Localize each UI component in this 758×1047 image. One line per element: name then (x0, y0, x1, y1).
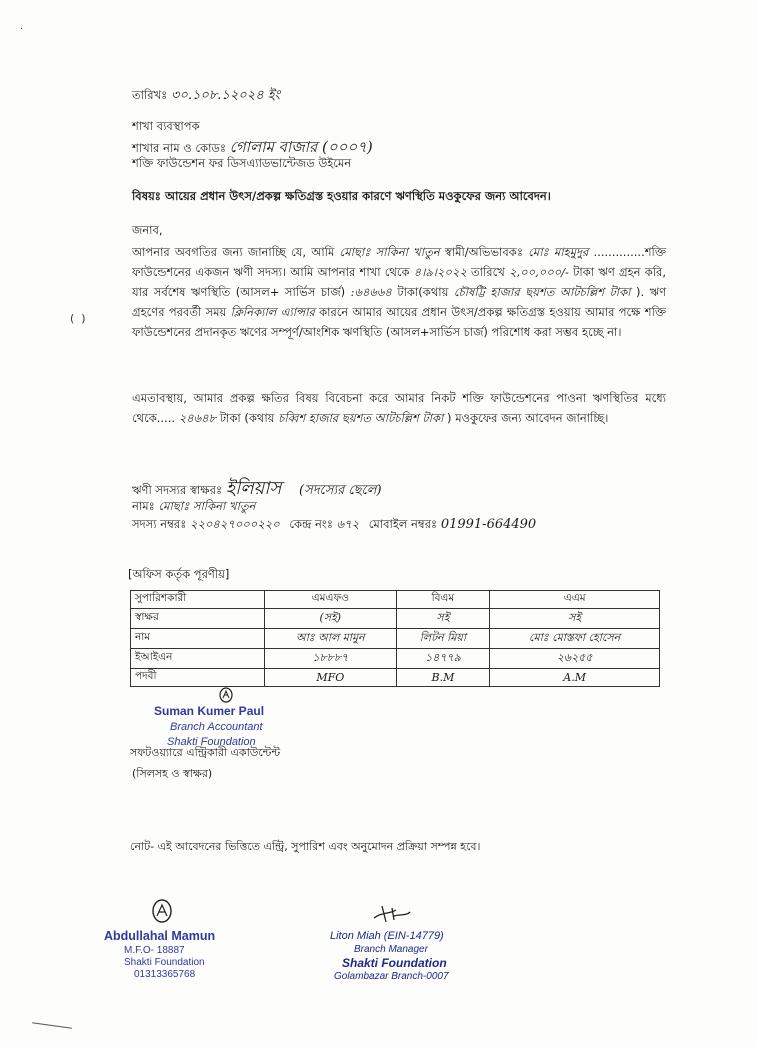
p2-text-1: এমতাবস্থায়, আমার প্রকল্প ক্ষতির বিষয় বিবেচনা করে আমার নিকট শক্তি ফাউন্ডেশনের পাওনা ঋণস্থিতির মধ্যে থেকে..... (132, 391, 666, 425)
center-no-value: ৬৭২ (336, 517, 360, 531)
member-signature-note: (সদস্যের ছেলে) (299, 483, 382, 498)
header-mfo: এমএফও (265, 591, 397, 609)
guardian-handwritten: মোঃ মাহমুদুর (528, 245, 589, 259)
mfo-stamp-phone: 01313365768 (134, 969, 196, 980)
p1-text-1: আপনার অবগতির জন্য জানাচ্ছি যে, আমি (132, 245, 335, 259)
mobile-value: 01991-664490 (440, 517, 537, 532)
p1-text-7: ). ঋণ গ্রহণের পরবর্তী সময় (132, 285, 667, 319)
note-line: নোট- এই আবেদনের ভিত্তিতে এন্ট্রি, সুপারিশ এবং অনুমোদন প্রক্রিয়া সম্পন্ন হবে। (130, 840, 481, 853)
member-signature-label: ঋণী সদস্যর স্বাক্ষরঃ (132, 483, 223, 497)
accountant-stamp-org: Shakti Foundation (167, 736, 256, 748)
mfo-stamp-org: Shakti Foundation (124, 957, 205, 968)
scan-mark: ( ) (70, 312, 86, 325)
header-bm: বিএম (396, 591, 490, 609)
accountant-seal-caption: (সিলসহ ও স্বাক্ষর) (132, 767, 213, 780)
p1-text-2: স্বামী/অভিভাবকঃ (444, 245, 523, 259)
loan-amount-handwritten: ২,০০,০০০/- (508, 265, 569, 279)
balance-handwritten: :৬৪৬৬৪ (350, 285, 392, 299)
p1-text-3: ..............শক্তি ফাউন্ডেশনের একজন ঋণী সদস্য। আমি আপনার শাখা থেকে (132, 245, 666, 279)
table-cell: লিটন মিয়া (396, 629, 490, 649)
table-cell: B.M (396, 669, 490, 687)
scan-mark (32, 1022, 72, 1029)
scan-mark: · (20, 24, 24, 35)
waiver-amount-handwritten: ২৪৬৪৮ (178, 411, 217, 425)
org-line: শক্তি ফাউন্ডেশন ফর ডিসএ্যাডভান্টেজড উইমেন (132, 156, 352, 170)
member-signature: ইলিয়াস (225, 478, 282, 499)
table-row (131, 609, 660, 629)
header-am: এএম (490, 591, 660, 609)
table-row (131, 629, 660, 649)
balance-words-handwritten: চৌষট্টি হাজার ছয়শত আটচল্লিশ টাকা (453, 285, 631, 299)
mfo-stamp-name: Abdullahal Mamun (104, 929, 216, 943)
date-value: ৩০.১০৮.১২০২৪ ইং (170, 88, 281, 103)
table-cell: সই (490, 609, 660, 629)
p1-text-4: তারিখে (471, 265, 505, 279)
table-cell: (সই) (265, 609, 397, 629)
member-name-value: মোছাঃ সাকিনা খাতুন (158, 499, 256, 513)
date-label: তারিখঃ (132, 88, 168, 102)
table-cell: A.M (490, 669, 660, 687)
member-details-line (132, 516, 536, 535)
salutation: জনাব, (132, 223, 163, 237)
accountant-stamp-title: Branch Accountant (170, 721, 263, 733)
table-cell: MFO (265, 669, 397, 687)
table-cell: আঃ আল মামুন (265, 629, 397, 649)
office-table-header (131, 591, 660, 609)
branch-value: গোলাম বাজার (০০০৭) (229, 138, 373, 156)
office-table (130, 590, 660, 687)
bm-signature-icon (372, 902, 412, 928)
member-name-handwritten: মোছাঃ সাকিনা খাতুন (339, 245, 440, 259)
center-no-label: কেন্দ্র নংঃ (289, 517, 333, 531)
loan-date-handwritten: ৪।৯।২০২২ (413, 265, 467, 279)
application-paragraph-2 (132, 388, 666, 428)
member-name-label: নামঃ (132, 499, 155, 513)
mfo-stamp-id: M.F.O- 18887 (124, 945, 185, 956)
bm-stamp-org: Shakti Foundation (342, 956, 447, 970)
row-label: পদবী (131, 669, 265, 687)
mobile-label: মোবাইল নম্বরঃ (368, 517, 438, 531)
reason-handwritten: ক্লিনিক্যাল এ্যান্সার (230, 305, 315, 319)
p2-text-2: টাকা (কথায় (219, 411, 275, 425)
office-section-title: [অফিস কর্তৃক পূরণীয়] (128, 567, 230, 581)
header-recommender: সুপারিশকারী (131, 591, 265, 609)
table-cell: সই (396, 609, 490, 629)
member-no-value: ২২০৪২৭০০০২২০ (189, 517, 280, 531)
table-cell: মোঃ মোস্তফা হোসেন (490, 629, 660, 649)
p1-text-8: কারনে আমার আয়ের প্রধান উৎস/প্রকল্প ক্ষতিগ্রস্ত হওয়ায় আমার পক্ষে শক্তি ফাউন্ডেশনের প্রদানকৃত ঋণের সম্পূর্ণ/আংশিক ঋণস্থিতি (আসল+সার্ভিস চার্জ) পরিশোধ করা সম্ভব হচ্ছে না। (132, 305, 667, 339)
table-cell: ২৬২৫৫ (490, 649, 660, 669)
member-no-label: সদস্য নম্বরঃ (132, 517, 187, 531)
accountant-stamp-name: Suman Kumer Paul (154, 704, 265, 718)
subject-line: বিষয়ঃ আয়ের প্রধান উৎস/প্রকল্প ক্ষতিগ্রস্ত হওয়ার কারণে ঋণস্থিতি মওকুফের জন্য আবেদন। (132, 189, 551, 203)
branch-label: শাখার নাম ও কোডঃ (132, 141, 227, 155)
row-label: নাম (131, 629, 265, 649)
bm-stamp-name: Liton Miah (EIN-14779) (330, 930, 444, 942)
bm-stamp-branch: Golambazar Branch-0007 (334, 971, 449, 982)
application-paragraph-1 (132, 242, 666, 342)
bm-stamp-title: Branch Manager (354, 944, 428, 955)
p2-text-3: ) মওকুফের জন্য আবেদন জানাচ্ছি। (447, 411, 609, 425)
manager-line: শাখা ব্যবস্থাপক (132, 119, 200, 133)
table-cell: ১৪৭৭৯ (396, 649, 490, 669)
row-label: স্বাক্ষর (131, 609, 265, 629)
table-cell: ১৮৮৮৭ (265, 649, 397, 669)
p1-text-5: টাকা ঋণ গ্রহন করি, যার সর্বশেষ ঋণস্থিতি (আসল+ সার্ভিস চার্জ) (132, 265, 667, 299)
table-row (131, 649, 660, 669)
mfo-signature-icon (150, 898, 174, 928)
table-row (131, 669, 660, 687)
member-name-line (132, 498, 255, 517)
date-line (132, 86, 280, 107)
waiver-words-handwritten: চব্বিশ হাজার ছয়শত আটচল্লিশ টাকা (278, 411, 444, 425)
row-label: ইআইএন (131, 649, 265, 669)
accountant-caption: সফটওয়্যারে এন্ট্রিকারী একাউন্টেন্ট (130, 746, 281, 759)
p1-text-6: টাকা(কথায় (397, 285, 449, 299)
